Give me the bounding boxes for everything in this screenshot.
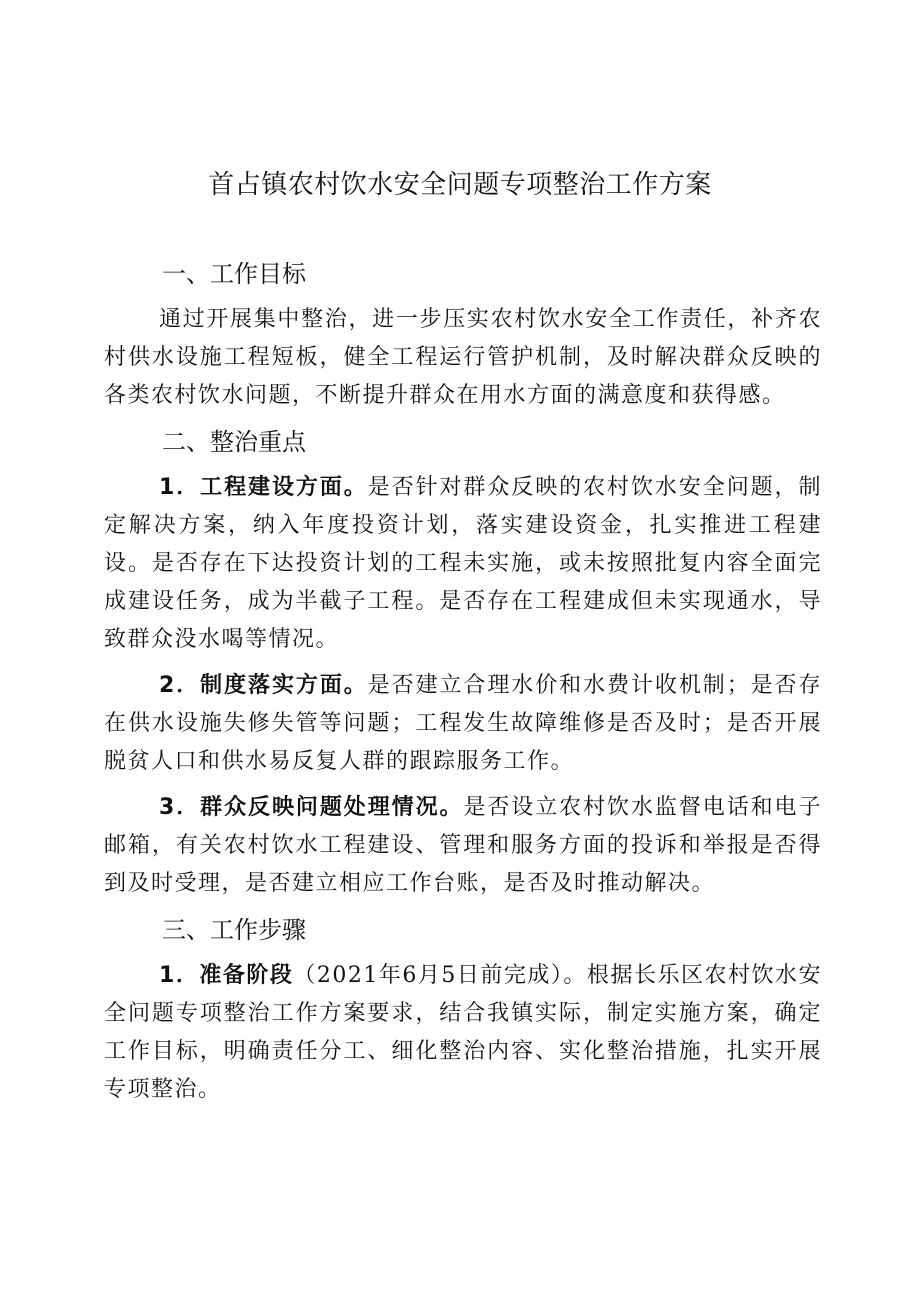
section-heading-goals: 一、工作目标 [162, 260, 306, 288]
paragraph-preparation [104, 957, 822, 1109]
paragraph-complaints [104, 789, 822, 903]
paragraph-text: 是否设立农村饮水监督电话和电子邮箱，有关农村饮水工程建设、管理和服务方面的投诉和举报是否得到及时受理，是否建立相应工作台账，是否及时推动解决。 [104, 795, 822, 896]
paragraph-goals [104, 301, 822, 415]
paragraph-lead: 1．准备阶段 [159, 963, 294, 988]
paragraph-text: 是否针对群众反映的农村饮水安全问题，制定解决方案，纳入年度投资计划，落实建设资金，扎实推进工程建设。是否存在下达投资计划的工程未实施，或未按照批复内容全面完成建设任务，成为半截子工程。是否存在工程建成但未实现通水，导致群众没水喝等情况。 [104, 475, 822, 652]
section-heading-steps: 三、工作步骤 [162, 916, 306, 944]
paragraph-text: 是否建立合理水价和水费计收机制；是否存在供水设施失修失管等问题；工程发生故障维修是否及时；是否开展脱贫人口和供水易反复人群的跟踪服务工作。 [104, 673, 822, 774]
paragraph-lead: 3．群众反映问题处理情况。 [159, 795, 464, 820]
paragraph-construction [104, 469, 822, 659]
paragraph-lead: 2．制度落实方面。 [159, 673, 368, 698]
paragraph-institution [104, 667, 822, 781]
paragraph-text: 通过开展集中整治，进一步压实农村饮水安全工作责任，补齐农村供水设施工程短板，健全工程运行管护机制，及时解决群众反映的各类农村饮水问题，不断提升群众在用水方面的满意度和获得感。 [104, 307, 822, 408]
paragraph-text: （2021年6月5日前完成）。根据长乐区农村饮水安全问题专项整治工作方案要求，结合我镇实际，制定实施方案，确定工作目标，明确责任分工、细化整治内容、实化整治措施，扎实开展专项整治。 [104, 963, 823, 1102]
document-title: 首占镇农村饮水安全问题专项整治工作方案 [208, 170, 712, 200]
paragraph-lead: 1．工程建设方面。 [159, 475, 368, 500]
document-body [104, 255, 822, 1117]
section-heading-focus: 二、整治重点 [162, 428, 306, 456]
